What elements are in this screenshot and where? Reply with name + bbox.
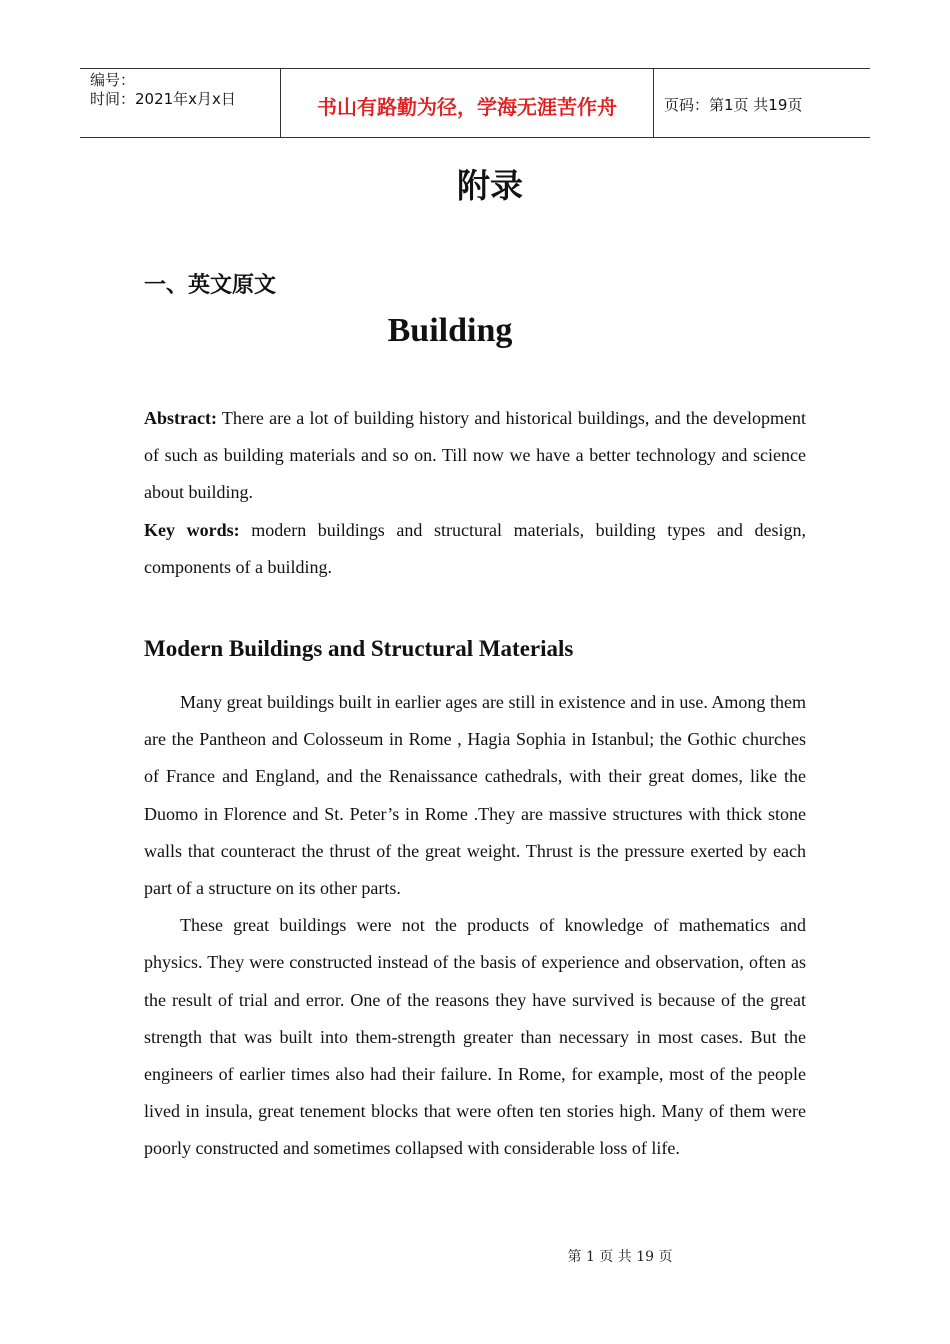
document-number-label: 编号： — [90, 71, 136, 89]
abstract-label: Abstract: — [144, 408, 217, 428]
header-meta-cell — [80, 69, 281, 137]
header-motto: 书山有路勤为径，学海无涯苦作舟 — [317, 95, 617, 119]
abstract-text: There are a lot of building history and historical buildings, and the development of such as building materials and so on. Till now we have a better technology and science about building. — [144, 408, 806, 503]
body-paragraph-1: Many great buildings built in earlier ages are still in existence and in use. Among them are the Pantheon and Colosseum in Rome , Hagia Sophia in Istanbul; the Gothic churches of France and England, and the Renaissance cathedrals, with their great domes, like the Duomo in Florence and St. Peter’s in Rome .They are massive structures with thick stone walls that counteract the thrust of the great weight. Thrust is the pressure exerted by each part of a structure on its other parts. — [144, 692, 806, 899]
document-date: 时间：2021年x月x日 — [90, 90, 236, 108]
keywords-paragraph — [144, 512, 806, 586]
header-page-info: 页码：第1页 共19页 — [664, 96, 803, 114]
abstract-paragraph — [144, 400, 806, 512]
document-title: Building — [387, 312, 513, 349]
header-motto-cell — [281, 69, 654, 137]
document-header — [80, 68, 870, 138]
body-paragraph-2: These great buildings were not the products of knowledge of mathematics and physics. They were constructed instead of the basis of experience and observation, often as the result of trial and error. One of the reasons they have survived is because of the great strength that was built into them-strength greater than necessary in most cases. But the engineers of earlier times also had their failure. In Rome, for example, most of the people lived in insula, great tenement blocks that were often ten stories high. Many of them were poorly constructed and sometimes collapsed with considerable loss of life. — [144, 915, 806, 1159]
keywords-text: modern buildings and structural materials, building types and design, components of a building. — [144, 519, 806, 577]
page-footer: 第 1 页 共 19 页 — [567, 1249, 673, 1265]
subheading: Modern Buildings and Structural Materials — [144, 636, 574, 661]
header-page-cell — [654, 69, 870, 137]
abstract-block — [144, 400, 806, 586]
appendix-title: 附录 — [457, 166, 523, 205]
keywords-label: Key words: — [144, 519, 240, 540]
section-heading: 一、英文原文 — [144, 273, 277, 298]
main-text — [144, 684, 806, 1168]
